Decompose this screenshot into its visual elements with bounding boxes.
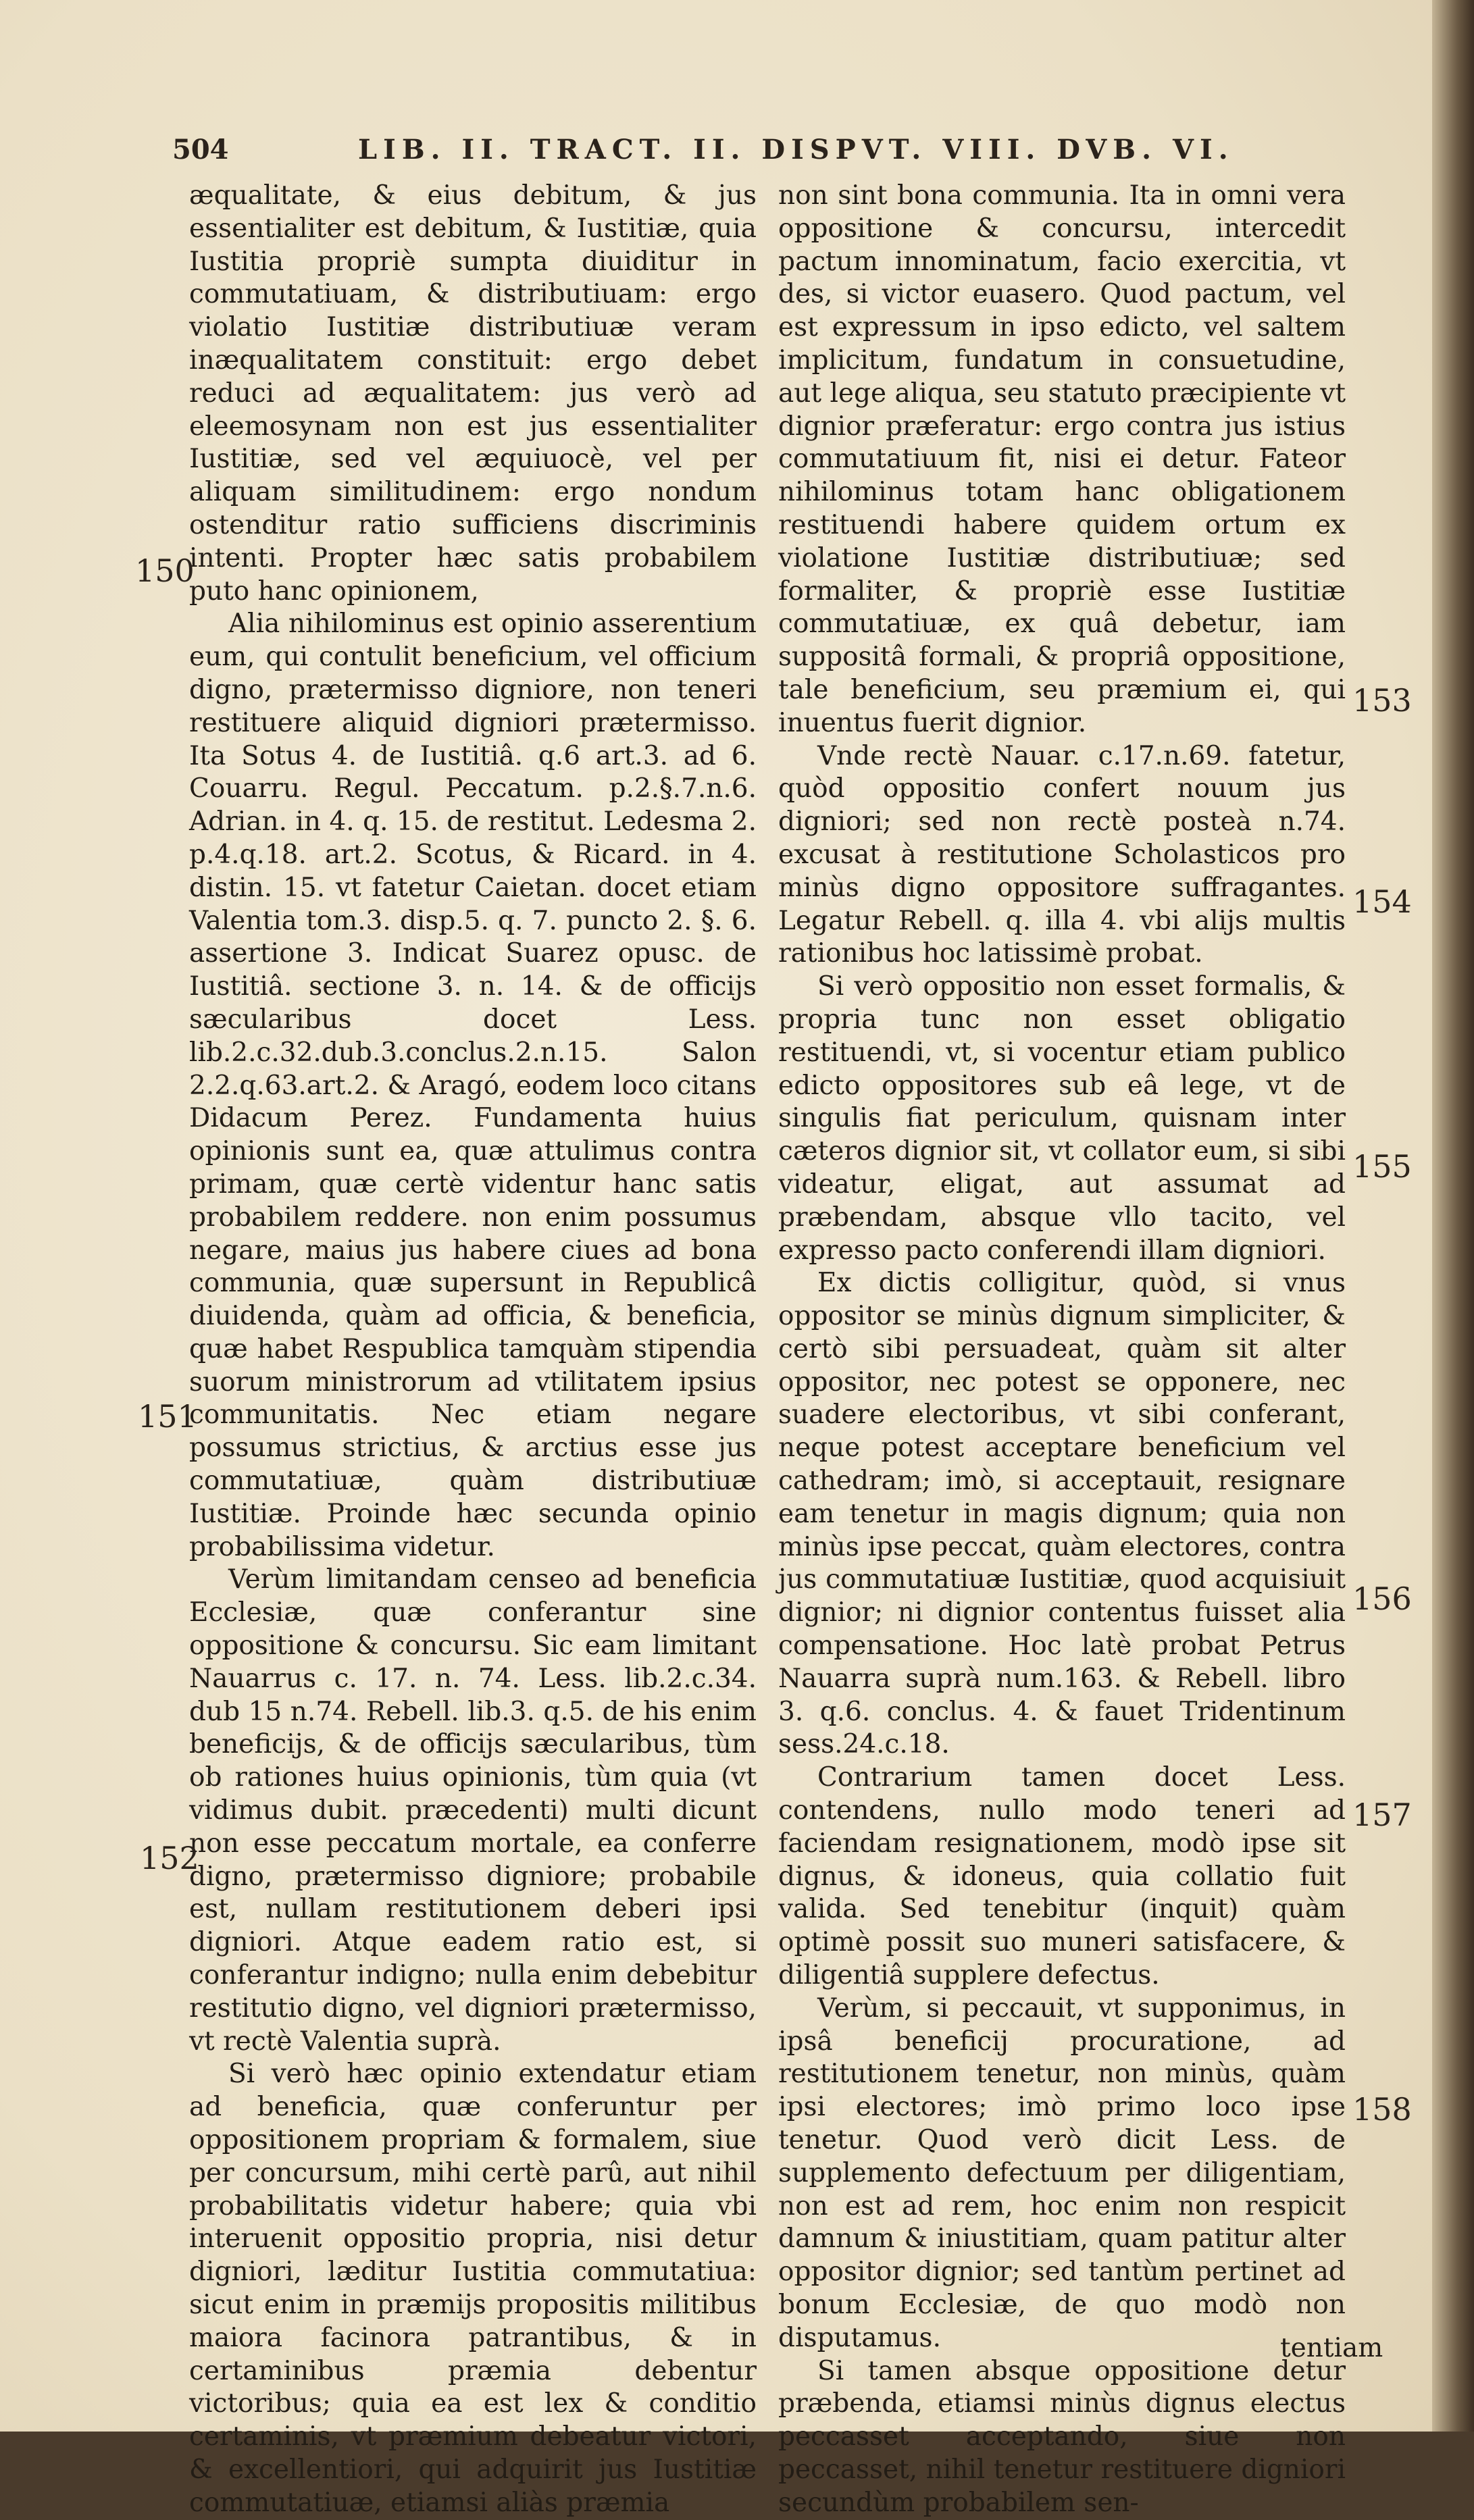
- paragraph: Si tamen absque oppositione detur præbenda, etiamsi minùs dignus electus peccasset acceptando, siue non peccasset, nihil tenetur restituere digniori secundùm probabilem sen-: [778, 2355, 1346, 2518]
- margin-number: 155: [1352, 1148, 1412, 1185]
- page-number: 504: [172, 134, 229, 165]
- margin-number: 156: [1352, 1580, 1412, 1617]
- paragraph: Si verò hæc opinio extendatur etiam ad beneficia, quæ conferuntur per oppositionem propriam & formalem, siue per concursum, mihi certè parû, aut nihil probabilitatis videtur habere; quia vbi interuenit oppositio propria, nisi detur digniori, læditur Iustitia commutatiua: sicut enim in præmijs propositis militibus maiora facinora patrantibus, & in certaminibus præmia debentur victoribus; quia ea est lex & conditio certaminis, vt præmium debeatur victori, & excellentiori, qui adquirit jus Iustitiæ commutatiuæ, etiamsi aliàs præmia: [189, 2059, 757, 2518]
- paragraph: Contrarium tamen docet Less. contendens, nullo modo teneri ad faciendam resignationem, modò ipse sit dignus, & idoneus, quia collatio fuit valida. Sed tenebitur (inquit) quàm optimè possit suo muneri satisfacere, & diligentiâ supplere defectus.: [778, 1762, 1346, 1991]
- paragraph: Si verò oppositio non esset formalis, & propria tunc non esset obligatio restituendi, vt, si vocentur etiam publico edicto oppositores sub eâ lege, vt de singulis fiat periculum, quisnam inter cæteros dignior sit, vt collator eum, si sibi videatur, eligat, aut assumat ad præbendam, absque vllo tacito, vel expresso pacto conferendi illam digniori.: [778, 971, 1346, 1266]
- paragraph: Ex dictis colligitur, quòd, si vnus oppositor se minùs dignum simpliciter, & certò sibi persuadeat, quàm sit alter oppositor, nec potest se opponere, nec suadere electoribus, vt sibi conferant, neque potest acceptare beneficium vel cathedram; imò, si acceptauit, resignare eam tenetur in magis dignum; quia non minùs ipse peccat, quàm electores, contra jus commutatiuæ Iustitiæ, quod acquisiuit dignior; ni dignior contentus fuisset alia compensatione. Hoc latè probat Petrus Nauarra suprà num.163. & Rebell. libro 3. q.6. conclus. 4. & fauet Tridentinum sess.24.c.18.: [778, 1268, 1346, 1760]
- running-title: LIB. II. TRACT. II. DISPVT. VIII. DVB. VI.: [358, 134, 1234, 165]
- margin-number: 152: [140, 1840, 199, 1876]
- paragraph: Vnde rectè Nauar. c.17.n.69. fatetur, quòd oppositio confert nouum jus digniori; sed non rectè posteà n.74. excusat à restitutione Scholasticos pro minùs digno oppositore suffragantes. Legatur Rebell. q. illa 4. vbi alijs multis rationibus hoc latissimè probat.: [778, 740, 1346, 969]
- margin-number: 150: [135, 552, 195, 589]
- margin-number: 151: [138, 1398, 197, 1435]
- margin-number: 153: [1352, 682, 1412, 719]
- paragraph: Verùm limitandam censeo ad beneficia Ecclesiæ, quæ conferantur sine oppositione & concursu. Sic eam limitant Nauarrus c. 17. n. 74. Less. lib.2.c.34. dub 15 n.74. Rebell. lib.3. q.5. de his enim beneficijs, & de officijs sæcularibus, tùm ob rationes huius opinionis, tùm quia (vt vidimus dubit. præcedenti) multi dicunt non esse peccatum mortale, ea conferre digno, prætermisso digniore; probabile est, nullam restitutionem deberi ipsi digniori. Atque eadem ratio est, si conferantur indigno; nulla enim debebitur restitutio digno, vel digniori prætermisso, vt rectè Valentia suprà.: [189, 1564, 757, 2057]
- paragraph: Alia nihilominus est opinio asserentium eum, qui contulit beneficium, vel officium digno, prætermisso digniore, non teneri restituere aliquid digniori prætermisso. Ita Sotus 4. de Iustitiâ. q.6 art.3. ad 6. Couarru. Regul. Peccatum. p.2.§.7.n.6. Adrian. in 4. q. 15. de restitut. Ledesma 2. p.4.q.18. art.2. Scotus, & Ricard. in 4. distin. 15. vt fatetur Caietan. docet etiam Valentia tom.3. disp.5. q. 7. puncto 2. §. 6. assertione 3. Indicat Suarez opusc. de Iustitiâ. sectione 3. n. 14. & de officijs sæcularibus docet Less. lib.2.c.32.dub.3.conclus.2.n.15. Salon 2.2.q.63.art.2. & Aragó, eodem loco citans Didacum Perez. Fundamenta huius opinionis sunt ea, quæ attulimus contra primam, quæ certè videntur hanc satis probabilem reddere. non enim possumus negare, maius jus habere ciues ad bona communia, quæ supersunt in Republicâ diuidenda, quàm ad officia, & beneficia, quæ habet Respublica tamquàm stipendia suorum ministrorum ad vtilitatem ipsius communitatis. Nec etiam negare possumus strictius, & arctius esse jus commutatiuæ, quàm distributiuæ Iustitiæ. Proinde hæc secunda opinio probabilissima videtur.: [189, 609, 757, 1562]
- margin-number: 157: [1352, 1797, 1412, 1833]
- paragraph: æqualitate, & eius debitum, & jus essentialiter est debitum, & Iustitiæ, quia Iustitia propriè sumpta diuiditur in commutatiuam, & distributiuam: ergo violatio Iustitiæ distributiuæ veram inæqualitatem constituit: ergo debet reduci ad æqualitatem: jus verò ad eleemosynam non est jus essentialiter Iustitiæ, sed vel æquiuocè, vel per aliquam similitudinem: ergo nondum ostenditur ratio sufficiens discriminis intenti. Propter hæc satis probabilem puto hanc opinionem,: [189, 180, 757, 607]
- book-gutter: [1432, 0, 1474, 2432]
- margin-number: 158: [1352, 2091, 1412, 2128]
- left-column: [189, 180, 757, 2518]
- paragraph: Verùm, si peccauit, vt supponimus, in ipsâ beneficij procuratione, ad restitutionem tenetur, non minùs, quàm ipsi electores; imò primo loco ipse tenetur. Quod verò dicit Less. de supplemento defectuum per diligentiam, non est ad rem, hoc enim non respicit damnum & iniustitiam, quam patitur alter oppositor dignior; sed tantùm pertinet ad bonum Ecclesiæ, de quo modò non disputamus.: [778, 1992, 1346, 2353]
- margin-number: 154: [1352, 883, 1412, 920]
- catchword: tentiam: [1280, 2333, 1383, 2363]
- paragraph: non sint bona communia. Ita in omni vera oppositione & concursu, intercedit pactum innominatum, facio exercitia, vt des, si victor euasero. Quod pactum, vel est expressum in ipso edicto, vel saltem implicitum, fundatum in consuetudine, aut lege aliqua, seu statuto præcipiente vt dignior præferatur: ergo contra jus istius commutatiuum fit, nisi ei detur. Fateor nihilominus totam hanc obligationem restituendi habere quidem ortum ex violatione Iustitiæ distributiuæ; sed formaliter, & propriè esse Iustitiæ commutatiuæ, ex quâ debetur, iam suppositâ formali, & propriâ oppositione, tale beneficium, seu præmium ei, qui inuentus fuerit dignior.: [778, 180, 1346, 738]
